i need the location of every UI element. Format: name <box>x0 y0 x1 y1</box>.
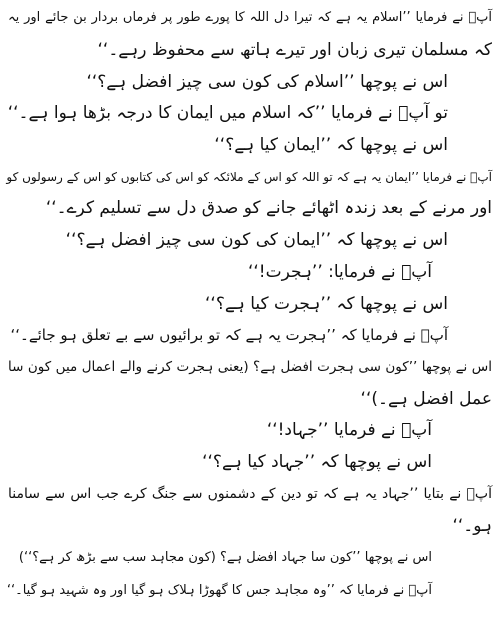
text-line: کہ مسلمان تیری زبان اور تیرے ہاتھ سے محفوظ رہے۔‘‘ <box>97 40 492 60</box>
text-line: آپؐ نے فرمایا: ’’ہجرت!‘‘ <box>247 262 432 282</box>
text-line: اس نے پوچھا ’’کون سا جہاد افضل ہے؟ (کون مجاہد سب سے بڑھ کر ہے؟‘‘) <box>18 550 432 565</box>
text-line: اس نے پوچھا ’’کون سی ہجرت افضل ہے؟ (یعنی ہجرت کرنے والے اعمال میں کون سا <box>8 359 492 375</box>
text-line: آپؐ نے بتایا ’’جہاد یہ ہے کہ تو دین کے دشمنوں سے جنگ کرے جب اس سے سامنا <box>8 486 492 502</box>
text-line: اس نے پوچھا کہ ’’ہجرت کیا ہے؟‘‘ <box>205 294 448 314</box>
text-line: آپؐ نے فرمایا ’’ایمان یہ ہے کہ تو اللہ کو اس کے ملائکہ کو اس کی کتابوں کو اس کے رسولوں کو <box>6 170 492 184</box>
text-line: اس نے پوچھا کہ ’’ایمان کی کون سی چیز افضل ہے؟‘‘ <box>65 230 448 250</box>
text-line: اور مرنے کے بعد زندہ اٹھائے جانے کو صدق دل سے تسلیم کرے۔‘‘ <box>45 198 492 218</box>
text-line: آپؐ نے فرمایا ’’جہاد!‘‘ <box>266 420 432 440</box>
text-line: اس نے پوچھا ’’اسلام کی کون سی چیز افضل ہے؟‘‘ <box>86 72 448 92</box>
text-line: اس نے پوچھا کہ ’’جہاد کیا ہے؟‘‘ <box>202 452 432 472</box>
text-line: اس نے پوچھا کہ ’’ایمان کیا ہے؟‘‘ <box>214 135 448 155</box>
text-line: تو آپؐ نے فرمایا ’’کہ اسلام میں ایمان کا درجہ بڑھا ہوا ہے۔‘‘ <box>7 103 448 123</box>
text-line: آپؐ نے فرمایا کہ ’’وہ مجاہد جس کا گھوڑا ہلاک ہو گیا اور وہ شہید ہو گیا۔‘‘ <box>6 583 432 598</box>
text-line: آپؐ نے فرمایا ’’اسلام یہ ہے کہ تیرا دل اللہ کا پورے طور پر فرماں بردار بن جائے اور یہ <box>8 10 492 25</box>
text-line: آپؐ نے فرمایا کہ ’’ہجرت یہ ہے کہ تو برائیوں سے بے تعلق ہو جائے۔‘‘ <box>10 326 448 344</box>
text-line: عمل افضل ہے۔)‘‘ <box>360 389 492 409</box>
text-line: ہو۔‘‘ <box>452 516 492 536</box>
